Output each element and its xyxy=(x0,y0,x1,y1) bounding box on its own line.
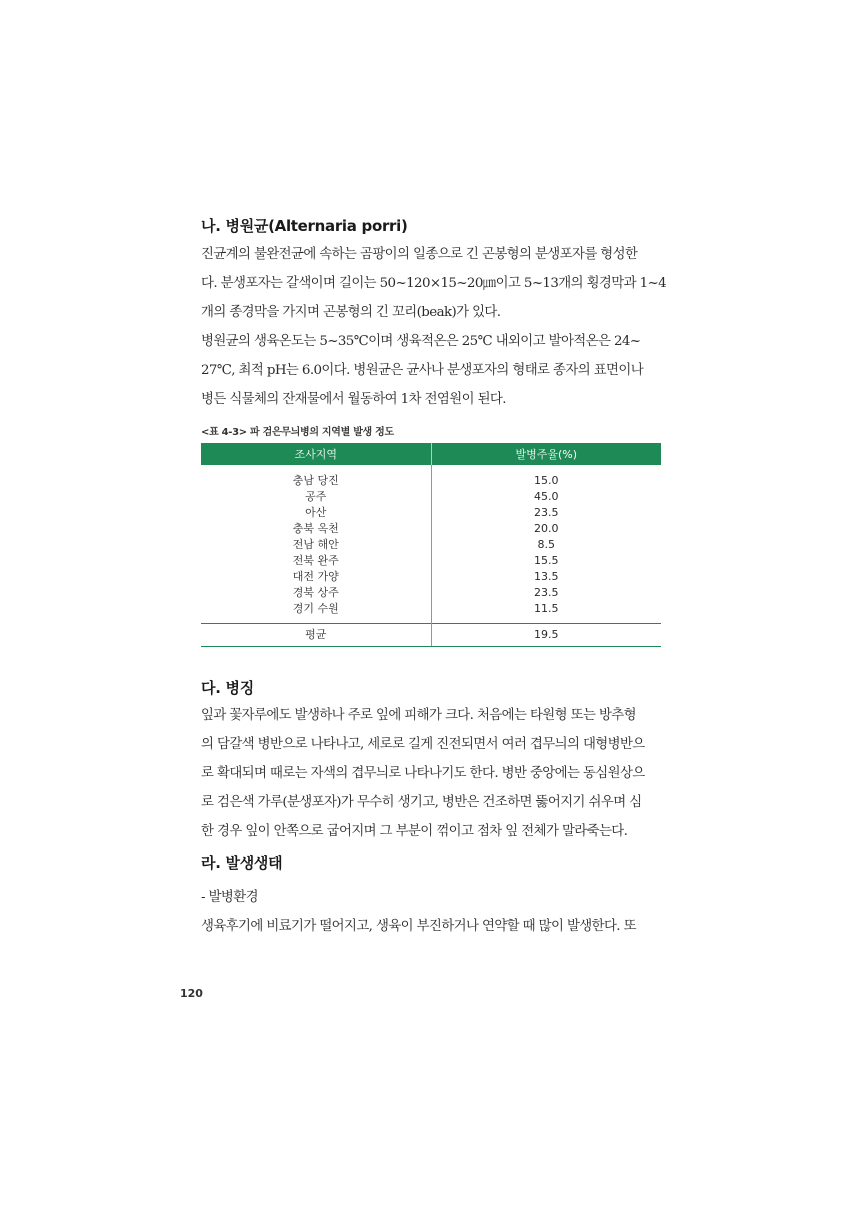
ecology-paragraph xyxy=(201,883,661,941)
table-caption: <표 4-3> 파 검은무늬병의 지역별 발생 정도 xyxy=(201,427,394,438)
rate-cell: 15.0 xyxy=(534,474,559,487)
region-cell: 경북 상주 xyxy=(201,585,431,601)
paragraph-line: 27℃, 최적 pH는 6.0이다. 병원균은 균사나 분생포자의 형태로 종자의 표면이나 xyxy=(201,363,644,378)
rate-cell: 11.5 xyxy=(534,602,559,615)
table-row xyxy=(201,537,661,553)
table-header-row xyxy=(201,443,661,465)
paragraph-line: - 발병환경 xyxy=(201,890,258,905)
region-cell: 충남 당진 xyxy=(201,465,431,489)
region-cell: 전북 완주 xyxy=(201,553,431,569)
table-average-row xyxy=(201,624,661,647)
paragraph-line: 병든 식물체의 잔재물에서 월동하여 1차 전염원이 된다. xyxy=(201,392,506,407)
region-cell: 대전 가양 xyxy=(201,569,431,585)
region-cell: 경기 수원 xyxy=(201,601,431,624)
table-row xyxy=(201,585,661,601)
region-cell: 충북 옥천 xyxy=(201,521,431,537)
rate-cell: 23.5 xyxy=(534,586,559,599)
table-row xyxy=(201,553,661,569)
rate-cell: 45.0 xyxy=(534,490,559,503)
section-heading-ecology: 라. 발생생태 xyxy=(201,854,283,872)
symptoms-paragraph xyxy=(201,701,661,846)
table-row xyxy=(201,465,661,489)
table-row xyxy=(201,521,661,537)
table-row xyxy=(201,505,661,521)
region-cell: 전남 해안 xyxy=(201,537,431,553)
column-header-rate: 발병주율(%) xyxy=(431,443,661,465)
paragraph-line: 의 담갈색 병반으로 나타나고, 세로로 길게 진전되면서 여러 겹무늬의 대형병반으 xyxy=(201,737,645,752)
paragraph-line: 잎과 꽃자루에도 발생하나 주로 잎에 피해가 크다. 처음에는 타원형 또는 방추형 xyxy=(201,708,636,723)
rate-cell: 13.5 xyxy=(534,570,559,583)
paragraph-line: 진균계의 불완전균에 속하는 곰팡이의 일종으로 긴 곤봉형의 분생포자를 형성한 xyxy=(201,247,638,262)
paragraph-line: 병원균의 생육온도는 5~35℃이며 생육적온은 25℃ 내외이고 발아적온은 24~ xyxy=(201,334,641,349)
table-row xyxy=(201,601,661,624)
paragraph-line: 로 검은색 가루(분생포자)가 무수히 생기고, 병반은 건조하면 뚫어지기 쉬우며 심 xyxy=(201,795,642,810)
average-value-cell: 19.5 xyxy=(431,624,661,647)
column-header-region: 조사지역 xyxy=(201,443,431,465)
region-cell: 아산 xyxy=(201,505,431,521)
rate-cell: 23.5 xyxy=(534,506,559,519)
rate-cell: 15.5 xyxy=(534,554,559,567)
page-number: 120 xyxy=(180,987,203,1000)
table-row xyxy=(201,489,661,505)
paragraph-line: 다. 분생포자는 갈색이며 길이는 50~120×15~20㎛이고 5~13개의 횡경막과 1~4 xyxy=(201,276,667,291)
section-heading-symptoms: 다. 병징 xyxy=(201,679,254,697)
rate-cell: 20.0 xyxy=(534,522,559,535)
paragraph-line: 로 확대되며 때로는 자색의 겹무늬로 나타나기도 한다. 병반 중앙에는 동심원상으 xyxy=(201,766,645,781)
pathogen-paragraph xyxy=(201,240,667,414)
table-row xyxy=(201,569,661,585)
average-label-cell: 평균 xyxy=(201,624,431,647)
section-heading-pathogen: 나. 병원균(Alternaria porri) xyxy=(201,217,408,235)
paragraph-line: 개의 종경막을 가지며 곤봉형의 긴 꼬리(beak)가 있다. xyxy=(201,305,501,320)
paragraph-line: 한 경우 잎이 안쪽으로 굽어지며 그 부분이 꺾이고 점차 잎 전체가 말라죽는다. xyxy=(201,824,628,839)
occurrence-table xyxy=(201,443,661,647)
region-cell: 공주 xyxy=(201,489,431,505)
rate-cell: 8.5 xyxy=(537,538,555,551)
paragraph-line: 생육후기에 비료기가 떨어지고, 생육이 부진하거나 연약할 때 많이 발생한다. 또 xyxy=(201,919,636,934)
